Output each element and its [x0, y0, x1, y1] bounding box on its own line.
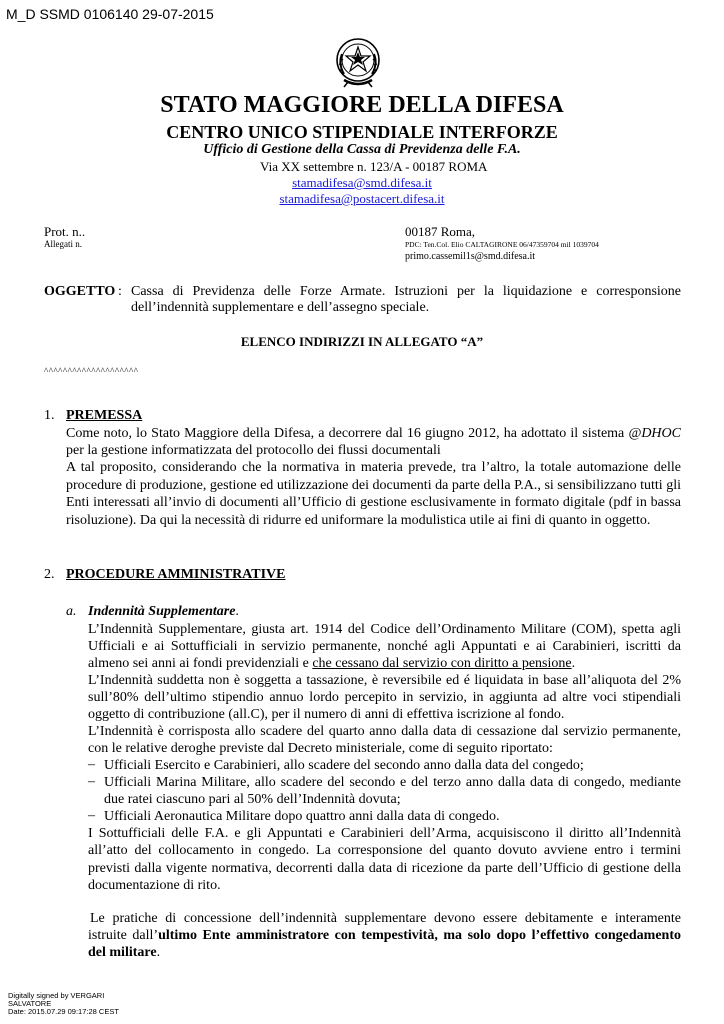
subsection-letter: a. — [66, 604, 77, 619]
indennita-paragraph-1: L’Indennità Supplementare, giusta art. 1914 del Codice dell’Ordinamento Militare (COM), spetta agli Ufficiali e ai Sottufficiali in servizio permanente, nonché agli Appuntati e ai Carabinieri, iscritti da almeno sei anni ai fondi previdenziali e che cessano dal servizio con diritto a pensione. — [88, 622, 681, 671]
office-address: Via XX settembre n. 123/A - 00187 ROMA — [260, 159, 488, 174]
org-title: STATO MAGGIORE DELLA DIFESA — [160, 92, 564, 118]
contact-person: PDC: Ten.Col. Elio CALTAGIRONE 06/47359704 mil 1039704 — [405, 240, 599, 249]
protocol-stamp: M_D SSMD 0106140 29-07-2015 — [6, 6, 214, 22]
protocol-number-label: Prot. n.. — [44, 224, 86, 239]
office-name: Ufficio di Gestione della Cassa di Previdenza delle F.A. — [203, 142, 521, 157]
section-title-premessa: PREMESSA — [66, 408, 143, 423]
list-item: Ufficiali Esercito e Carabinieri, allo scadere del secondo anno dalla data del congedo; — [104, 758, 584, 773]
section-number: 1. — [44, 408, 55, 423]
email-link-pec[interactable]: stamadifesa@postacert.difesa.it — [279, 191, 445, 206]
subject-colon: : — [118, 284, 122, 299]
dhoc-system-name: @DHOC — [628, 426, 681, 441]
section-title-procedure: PROCEDURE AMMINISTRATIVE — [66, 567, 286, 582]
place-date: 00187 Roma, — [405, 224, 476, 239]
republic-emblem-icon — [334, 36, 382, 90]
list-item: Ufficiali Marina Militare, allo scadere del secondo e del terzo anno dalla data di congedo, mediante due ratei ciascuno pari al 50% dell’Indennità dovuta; — [104, 775, 681, 807]
indennita-paragraph-5: Le pratiche di concessione dell’indennità supplementare devono essere debitamente e interamente istruite dall’ultimo Ente amministratore con tempestività, ma solo dopo l’effettivo congedamento del militare. — [88, 911, 681, 960]
indennita-paragraph-2: L’Indennità suddetta non è soggetta a tassazione, è reversibile ed é liquidata in base all’aliquota del 2% sull’80% dell’ultimo stipendio annuo lordo percepito in servizio, in aggiunta ad altre voci stipendiali oggetto di contribuzione (all.C), per il numero di anni di effettiva iscrizione al fondo. — [88, 673, 681, 722]
list-dash: – — [88, 757, 95, 772]
separator-carets: ^^^^^^^^^^^^^^^^^^^^ — [44, 366, 139, 376]
premessa-paragraph-2: A tal proposito, considerando che la normativa in materia prevede, tra l’altro, la totale automazione delle procedure di produzione, gestione ed utilizzazione dei documenti da parte della P.A., si sensibilizzano tutti gli Enti interessati all’invio di documenti all’Ufficio di gestione esclusivamente in formato digitale (pdf in bassa risoluzione). Da qui la necessità di ridurre ed uniformare la modulistica utile ai fini di quanto in oggetto. — [66, 460, 681, 528]
subject-line-2: dell’indennità supplementare e dell’assegno speciale. — [131, 300, 430, 315]
digital-signature: Digitally signed by VERGARI SALVATORE Date: 2015.07.29 09:17:28 CEST — [8, 991, 119, 1016]
subject-line-1: Cassa di Previdenza delle Forze Armate. Istruzioni per la liquidazione e corresponsione — [131, 284, 681, 299]
indennita-paragraph-4: I Sottufficiali delle F.A. e gli Appuntati e Carabinieri dell’Arma, acquisiscono il diritto all’Indennità all’atto del collocamento in congedo. La corresponsione del quanto dovuto avviene entro i termini previsti dalla vigente normativa, decorrenti dalla data di ricezione da parte dell’Ufficio di gestione della documentazione di rito. — [88, 826, 681, 893]
list-item: Ufficiali Aeronautica Militare dopo quattro anni dalla data di congedo. — [104, 809, 500, 824]
subsection-title: Indennità Supplementare. — [88, 604, 239, 619]
list-dash: – — [88, 808, 95, 823]
subject-label: OGGETTO — [44, 284, 116, 299]
list-dash: – — [88, 774, 95, 789]
org-subtitle: CENTRO UNICO STIPENDIALE INTERFORZE — [166, 122, 558, 142]
indennita-paragraph-3: L’Indennità è corrisposta allo scadere del quarto anno dalla data di cessazione dal servizio permanente, con le relative deroghe previste dal Decreto ministeriale, come di seguito riportato: — [88, 724, 681, 756]
address-list-note: ELENCO INDIRIZZI IN ALLEGATO “A” — [240, 334, 484, 349]
attachments-label: Allegati n. — [44, 239, 82, 249]
premessa-paragraph-1: Come noto, lo Stato Maggiore della Difesa, a decorrere dal 16 giugno 2012, ha adottato il sistema @DHOC per la gestione informatizzata del protocollo dei flussi documentali — [66, 426, 681, 458]
section-number: 2. — [44, 567, 55, 582]
email-link-smd[interactable]: stamadifesa@smd.difesa.it — [292, 175, 432, 190]
contact-email: primo.cassemil1s@smd.difesa.it — [405, 251, 536, 262]
